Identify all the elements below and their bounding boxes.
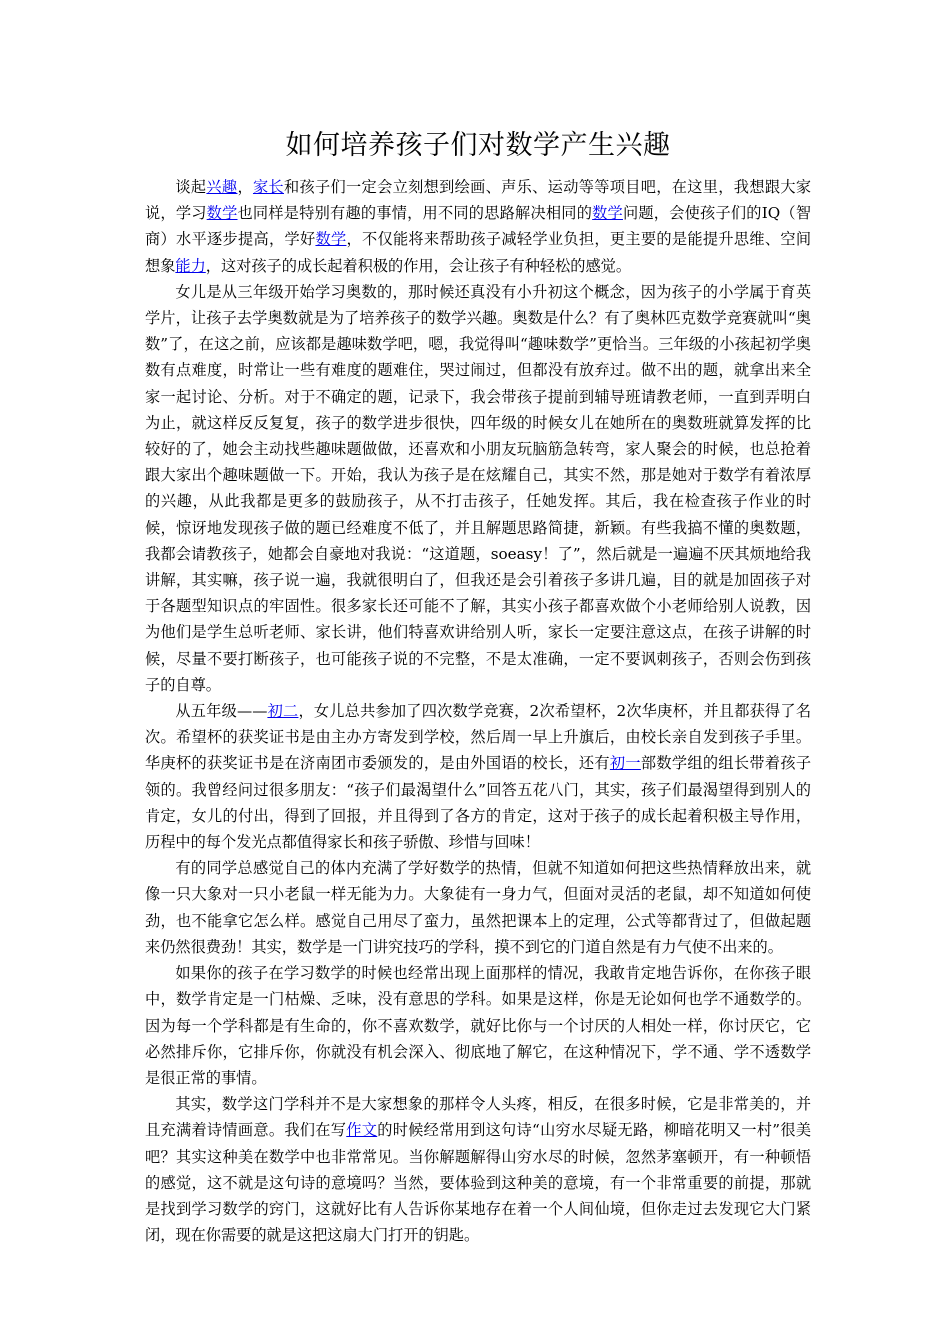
document-page (145, 126, 811, 1248)
keyword-link[interactable]: 初一 (609, 754, 641, 773)
paragraph-text: 从五年级—— (175, 702, 268, 721)
paragraph-text: 其实，数学这门学科并不是大家想象的那样令人头疼，相反，在很多时候，它是非常美的，并且充满着诗情画意。我们在写 (145, 1095, 811, 1140)
paragraph-text: ， (237, 178, 253, 196)
paragraph-text: 和孩子们一定会立刻想到绘画、声乐、运动等等项目吧，在这里，我想跟大家说，学习 (145, 178, 812, 223)
keyword-link[interactable]: 作文 (346, 1121, 378, 1140)
paragraph-text: 如果你的孩子在学习数学的时候也经常出现上面那样的情况，我敢肯定地告诉你，在你孩子眼中，数学肯定是一门枯燥、乏味，没有意思的学科。如果是这样，你是无论如何也学不通数学的。因为每一个学科都是有生命的，你不喜欢数学，就好比你与一个讨厌的人相处一样，你讨厌它，它必然排斥你，它排斥你，你就没有机会深入、彻底地了解它，在这种情况下，学不通、学不透数学是很正常的事情。 (145, 964, 811, 1087)
paragraph-text: 女儿是从三年级开始学习奥数的，那时候还真没有小升初这个概念，因为孩子的小学属于育英学片，让孩子去学奥数就是为了培养孩子的数学兴趣。奥数是什么？有了奥林匹克数学竞赛就叫“奥数”了，在这之前，应该都是趣味数学吧，嗯，我觉得叫“趣味数学”更恰当。三年级的小孩起初学奥数有点难度，时常让一些有难度的题难住，哭过闹过，但都没有放弃过。做不出的题，就拿出来全家一起讨论、分析。对于不确定的题，记录下，我会带孩子提前到辅导班请教老师，一直到弄明白为止，就这样反反复复，孩子的数学进步很快，四年级的时候女儿在她所在的奥数班就算发挥的比较好的了，她会主动找些趣味题做做，还喜欢和小朋友玩脑筋急转弯，家人聚会的时候，也总抢着跟大家出个趣味题做一下。开始，我认为孩子是在炫耀自己，其实不然，那是她对于数学有着浓厚的兴趣，从此我都是更多的鼓励孩子，从不打击孩子，任她发挥。其后，我在检查孩子作业的时候，惊讶地发现孩子做的题已经难度不低了，并且解题思路简捷，新颖。有些我搞不懂的奥数题，我都会请教孩子，她都会自豪地对我说：“这道题，soeasy！了”，然后就是一遍遍不厌其烦地给我讲解，其实嘛，孩子说一遍，我就很明白了，但我还是会引着孩子多讲几遍，目的就是加固孩子对于各题型知识点的牢固性。很多家长还可能不了解，其实小孩子都喜欢做个小老师给别人说教，因为他们是学生总听老师、家长讲，他们特喜欢讲给别人听，家长一定要注意这点，在孩子讲解的时候，尽量不要打断孩子，也可能孩子说的不完整，不是太准确，一定不要讽刺孩子，否则会伤到孩子的自尊。 (145, 282, 811, 694)
paragraph-text: 的时候经常用到这句诗“山穷水尽疑无路，柳暗花明又一村”很美吧？其实这种美在数学中也非常常见。当你解题解得山穷水尽的时候，忽然茅塞顿开，有一种顿悟的感觉，这不就是这句诗的意境吗？当然，要体验到这种美的意境，有一个非常重要的前提，那就是找到学习数学的窍门，这就好比有人告诉你某地存在着一个人间仙境，但你走过去发现它大门紧闭，现在你需要的就是这把这扇大门打开的钥匙。 (145, 1121, 812, 1245)
paragraph-3 (145, 698, 811, 855)
paragraph-text: 有的同学总感觉自己的体内充满了学好数学的热情，但就不知道如何把这些热情释放出来，就像一只大象对一只小老鼠一样无能为力。大象徒有一身力气，但面对灵活的老鼠，却不知道如何使劲，也不能拿它怎么样。感觉自己用尽了蛮力，虽然把课本上的定理，公式等都背过了，但做起题来仍然很费劲！其实，数学是一门讲究技巧的学科，摸不到它的门道自然是有力气使不出来的。 (145, 859, 811, 956)
keyword-link[interactable]: 家长 (252, 178, 284, 196)
paragraph-text: ，女儿总共参加了四次数学竞赛，2次希望杯，2次华庚杯，并且都获得了名次。希望杯的获奖证书是由主办方寄发到学校，然后周一早上升旗后，由校长亲自发到孩子手里。华庚杯的获奖证书是在济南团市委颁发的，是由外国语的校长，还有 (145, 702, 812, 773)
keyword-link[interactable]: 数学 (315, 230, 347, 249)
keyword-link[interactable]: 数学 (592, 204, 623, 223)
paragraph-5 (145, 960, 811, 1091)
paragraph-text: ，这对孩子的成长起着积极的作用，会让孩子有种轻松的感觉。 (205, 256, 631, 275)
document-body (145, 174, 811, 1248)
paragraph-1 (145, 174, 811, 279)
paragraph-4 (145, 855, 811, 960)
paragraph-6 (145, 1091, 811, 1248)
paragraph-text: 问题，会使孩子们的IQ（智商）水平逐步提高，学好 (145, 204, 812, 249)
keyword-link[interactable]: 兴趣 (206, 178, 238, 196)
paragraph-text: 部数学组的组长带着孩子领的。我曾经问过很多朋友：“孩子们最渴望什么”回答五花八门，其实，孩子们最渴望得到别人的肯定，女儿的付出，得到了回报，并且得到了各方的肯定，这对于孩子的成长起着积极主导作用，历程中的每个发光点都值得家长和孩子骄傲、珍惜与回味！ (145, 754, 812, 852)
keyword-link[interactable]: 数学 (206, 204, 238, 223)
paragraph-text: 也同样是特别有趣的事情，用不同的思路解决相同的 (237, 204, 593, 223)
keyword-link[interactable]: 初二 (267, 702, 299, 721)
paragraph-text: 谈起 (175, 178, 207, 196)
page-title: 如何培养孩子们对数学产生兴趣 (285, 130, 671, 161)
paragraph-2 (145, 279, 811, 698)
keyword-link[interactable]: 能力 (175, 256, 206, 275)
paragraph-text: ，不仅能将来帮助孩子减轻学业负担，更主要的是能提升思维、空间想象 (145, 230, 812, 275)
